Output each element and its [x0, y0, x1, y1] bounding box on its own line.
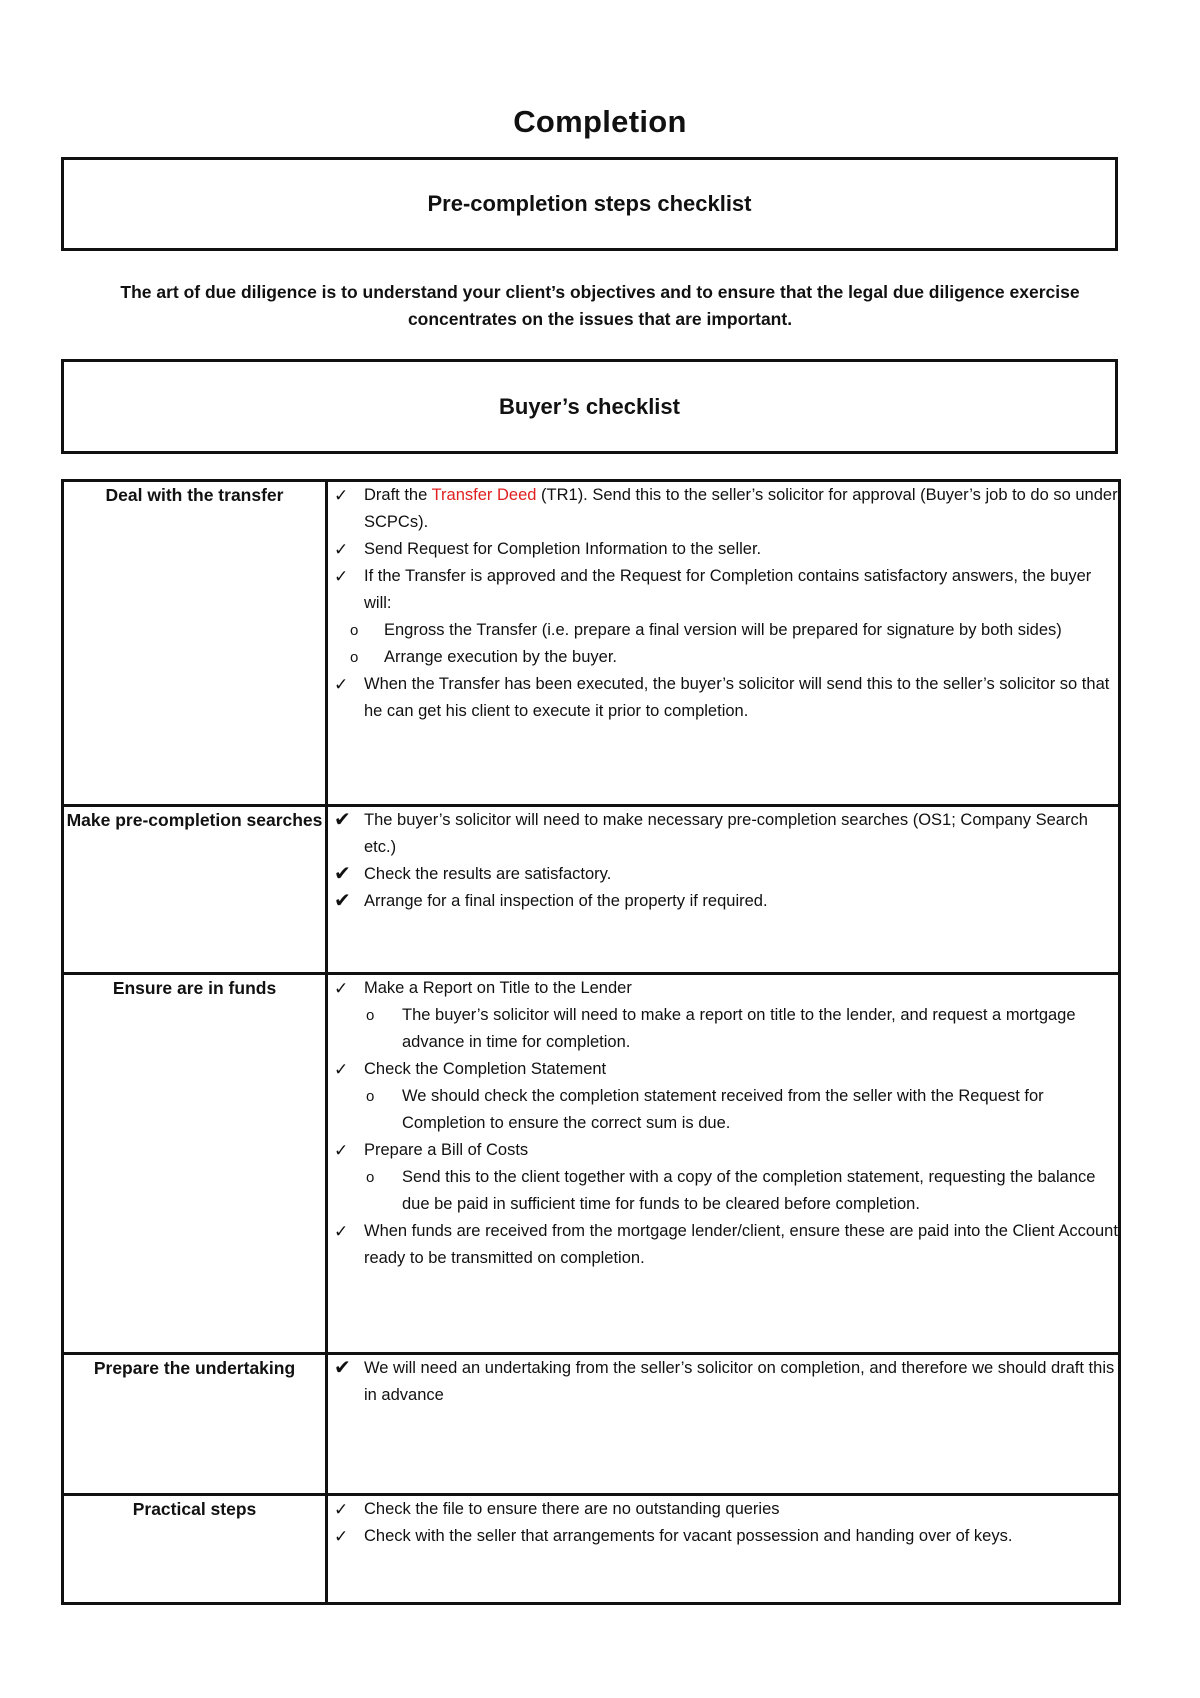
heavy-check-icon: ✔: [334, 1357, 351, 1379]
list-item: ✓ Make a Report on Title to the Lender o The buyer’s solicitor will need to make a report on title to the lender, and request a mortgage advance in time for completion.: [328, 975, 1118, 1056]
check-icon: ✓: [334, 1060, 349, 1079]
row-label-pre-completion-searches: Make pre-completion searches: [63, 806, 327, 974]
row-content-pre-completion-searches: [327, 806, 1120, 974]
intro-line-2: concentrates on the issues that are important.: [407, 309, 793, 329]
intro-paragraph: [60, 279, 1140, 333]
sub-list-item: o Engross the Transfer (i.e. prepare a final version will be prepared for signature by both sides): [328, 617, 1118, 644]
circle-bullet-icon: o: [366, 1088, 375, 1105]
list-item: ✓ If the Transfer is approved and the Request for Completion contains satisfactory answers, the buyer will: o Engross the Transfer (i.e. prepare a final version will be prepared for signature by both sides) o Arrange execution by the buyer.: [328, 563, 1118, 671]
list-item: ✓ Prepare a Bill of Costs o Send this to the client together with a copy of the completion statement, requesting the balance due be paid in sufficient time for funds to be cleared before completion.: [328, 1137, 1118, 1218]
circle-bullet-icon: o: [350, 649, 359, 666]
table-row: [63, 481, 1120, 806]
check-icon: ✓: [334, 675, 349, 694]
circle-bullet-icon: o: [366, 1169, 375, 1186]
table-row: [63, 1354, 1120, 1495]
list-item: ✓ When the Transfer has been executed, the buyer’s solicitor will send this to the seller’s solicitor so that he can get his client to execute it prior to completion.: [328, 671, 1118, 725]
check-icon: ✓: [334, 1527, 349, 1546]
check-icon: ✓: [334, 567, 349, 586]
heavy-check-icon: ✔: [334, 863, 351, 885]
row-content-practical-steps: [327, 1495, 1120, 1604]
row-label-deal-with-transfer: Deal with the transfer: [63, 481, 327, 806]
row-content-ensure-funds: [327, 974, 1120, 1354]
row-label-ensure-funds: Ensure are in funds: [63, 974, 327, 1354]
row-content-deal-with-transfer: [327, 481, 1120, 806]
list-item: ✓ Check the file to ensure there are no outstanding queries: [328, 1496, 1118, 1523]
list-item: ✔ The buyer’s solicitor will need to make necessary pre-completion searches (OS1; Company Search etc.): [334, 809, 1088, 856]
list-item: ✔ Arrange for a final inspection of the property if required.: [328, 888, 1118, 915]
table-row: [63, 974, 1120, 1354]
buyers-checklist-heading: Buyer’s checklist: [499, 393, 680, 419]
check-icon: ✓: [334, 1500, 349, 1519]
precompletion-heading-box: [61, 157, 1118, 251]
list-item: ✔ Check the results are satisfactory.: [328, 861, 1118, 888]
heavy-check-icon: ✔: [334, 809, 351, 831]
list-item: ✓ Send Request for Completion Information to the seller.: [328, 536, 1118, 563]
row-label-prepare-undertaking: Prepare the undertaking: [63, 1354, 327, 1495]
circle-bullet-icon: o: [366, 1007, 375, 1024]
sub-list-item: o Send this to the client together with a copy of the completion statement, requesting the balance due be paid in sufficient time for funds to be cleared before completion.: [328, 1164, 1118, 1218]
list-item: ✓ Check the Completion Statement o We should check the completion statement received from the seller with the Request for Completion to ensure the correct sum is due.: [328, 1056, 1118, 1137]
precompletion-heading: Pre-completion steps checklist: [427, 191, 752, 216]
table-row: [63, 806, 1120, 974]
intro-line-1: The art of due diligence is to understand your client’s objectives and to ensure that the legal due diligence exercise: [120, 282, 1080, 302]
list-item: ✓ Check with the seller that arrangements for vacant possession and handing over of keys.: [328, 1523, 1118, 1550]
buyers-checklist-heading-box: [61, 359, 1118, 454]
check-icon: ✓: [334, 540, 349, 559]
sub-list-item: o The buyer’s solicitor will need to make a report on title to the lender, and request a mortgage advance in time for completion.: [328, 1002, 1118, 1056]
sub-list-item: o We should check the completion statement received from the seller with the Request for Completion to ensure the correct sum is due.: [328, 1083, 1118, 1137]
page-title: Completion: [513, 104, 687, 139]
row-label-practical-steps: Practical steps: [63, 1495, 327, 1604]
check-icon: ✓: [334, 1222, 349, 1241]
check-icon: ✓: [334, 486, 349, 505]
transfer-deed-highlight: Transfer Deed: [431, 486, 537, 504]
list-item: ✓ Draft the Transfer Deed (TR1). Send this to the seller’s solicitor for approval (Buyer’s job to do so under SCPCs).: [328, 482, 1118, 536]
buyers-checklist-table: [61, 479, 1121, 1605]
check-icon: ✓: [334, 979, 349, 998]
sub-list-item: o Arrange execution by the buyer.: [328, 644, 1118, 671]
table-row: [63, 1495, 1120, 1604]
list-item: ✓ When funds are received from the mortgage lender/client, ensure these are paid into the Client Account ready to be transmitted on completion.: [328, 1218, 1118, 1272]
check-icon: ✓: [334, 1141, 349, 1160]
row-content-prepare-undertaking: [327, 1354, 1120, 1495]
circle-bullet-icon: o: [350, 622, 359, 639]
list-item: ✔ We will need an undertaking from the seller’s solicitor on completion, and therefore we should draft this in advance: [334, 1357, 1115, 1404]
heavy-check-icon: ✔: [334, 890, 351, 912]
